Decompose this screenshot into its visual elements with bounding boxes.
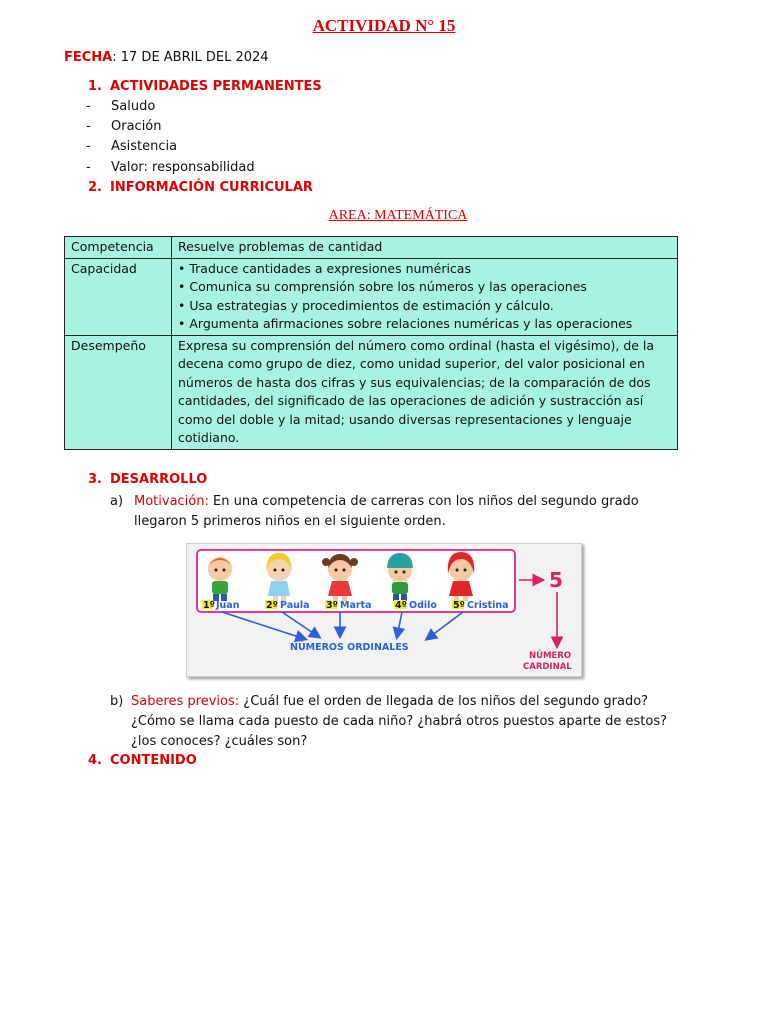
kid-cristina bbox=[448, 552, 474, 601]
ordinal-arrows bbox=[222, 612, 463, 639]
capacidad-item: • Comunica su comprensión sobre los números y las operaciones bbox=[178, 279, 587, 294]
ordinal-figure bbox=[186, 543, 582, 677]
desempeno-line: cantidades, del significado de las operaciones de adición y sustracción así bbox=[178, 393, 644, 408]
kid-ordinal: 2º bbox=[266, 600, 278, 611]
fecha-label: FECHA bbox=[64, 50, 113, 65]
section-number: 2. bbox=[88, 180, 102, 195]
motivacion-paragraph: a) Motivación: En una competencia de carreras con los niños del segundo grado llegaron 5 primeros niños en el siguiente orden. bbox=[110, 494, 639, 529]
motivacion-label: Motivación: bbox=[134, 494, 209, 509]
section-number: 3. bbox=[88, 472, 102, 487]
kid-name: Juan bbox=[216, 600, 240, 611]
kid-name: Paula bbox=[280, 600, 310, 611]
section-number: 4. bbox=[88, 753, 102, 768]
table-key: Capacidad bbox=[65, 258, 172, 335]
cardinal-number: 5 bbox=[549, 568, 563, 592]
item-marker: b) bbox=[110, 694, 124, 709]
desempeno-line: decena como grupo de diez, como unidad superior, del valor posicional en bbox=[178, 356, 645, 371]
list-item: - Valor: responsabilidad bbox=[86, 160, 255, 175]
saberes-paragraph: b) Saberes previos: ¿Cuál fue el orden de llegada de los niños del segundo grado? ¿Cómo se llama cada puesto de cada niño? ¿habrá otros puestos aparte de estos? ¿los conoces? ¿cuáles son? bbox=[110, 694, 667, 749]
table-row bbox=[65, 237, 678, 259]
section-label: CONTENIDO bbox=[110, 753, 197, 768]
section-label: INFORMACIÓN CURRICULAR bbox=[110, 180, 313, 195]
table-value: Resuelve problemas de cantidad bbox=[172, 237, 678, 259]
list-item: - Asistencia bbox=[86, 139, 178, 154]
saberes-label: Saberes previos: bbox=[131, 694, 240, 709]
section-heading-4 bbox=[88, 753, 197, 768]
section-label: ACTIVIDADES PERMANENTES bbox=[110, 79, 322, 94]
fecha-line bbox=[64, 50, 269, 65]
desempeno-line: como del doble y la mitad; usando diversas representaciones y lenguaje bbox=[178, 411, 632, 427]
table-value bbox=[172, 335, 678, 449]
kid-name: Cristina bbox=[467, 600, 509, 611]
kid-name: Odilo bbox=[409, 600, 437, 611]
ordinal-figure-svg bbox=[187, 544, 581, 676]
list-item: - Saludo bbox=[86, 99, 156, 114]
table-value bbox=[172, 258, 678, 335]
kid-ordinal: 1º bbox=[203, 600, 215, 611]
table-row bbox=[65, 258, 678, 335]
item-marker: a) bbox=[110, 494, 124, 509]
kid-ordinal: 3º bbox=[326, 600, 338, 611]
desempeno-line: cotidiano. bbox=[178, 430, 240, 445]
table-key: Desempeño bbox=[65, 335, 172, 449]
section-heading-3 bbox=[88, 472, 207, 487]
kid-name: Marta bbox=[340, 600, 372, 611]
list-item: - Oración bbox=[86, 119, 162, 134]
capacidad-item: • Argumenta afirmaciones sobre relaciones numéricas y las operaciones bbox=[178, 316, 633, 331]
kid-ordinal: 4º bbox=[395, 600, 407, 611]
area-heading: AREA: MATEMÁTICA bbox=[328, 208, 468, 223]
fecha-value: : 17 DE ABRIL DEL 2024 bbox=[112, 50, 269, 65]
capacidad-item: • Traduce cantidades a expresiones numéricas bbox=[178, 260, 471, 276]
section-heading-2 bbox=[88, 180, 313, 195]
curriculum-table bbox=[64, 236, 678, 450]
section-heading-1 bbox=[88, 79, 322, 94]
page-title: ACTIVIDAD N° 15 bbox=[312, 16, 456, 35]
desempeno-line: Expresa su comprensión del número como ordinal (hasta el vigésimo), de la bbox=[178, 337, 655, 353]
desempeno-line: números de hasta dos cifras y sus equivalencias; de la comparación de dos bbox=[178, 374, 651, 390]
section-number: 1. bbox=[88, 79, 102, 94]
capacidad-item: • Usa estrategias y procedimientos de estimación y cálculo. bbox=[178, 297, 554, 313]
cardinal-label: CARDINAL bbox=[523, 662, 572, 672]
kid-ordinal: 5º bbox=[453, 600, 465, 611]
ordinales-label: NÚMEROS ORDINALES bbox=[290, 642, 409, 653]
section-label: DESARROLLO bbox=[110, 472, 208, 487]
table-row bbox=[65, 335, 678, 449]
table-key: Competencia bbox=[65, 237, 172, 259]
cardinal-label: NÚMERO bbox=[529, 651, 572, 661]
